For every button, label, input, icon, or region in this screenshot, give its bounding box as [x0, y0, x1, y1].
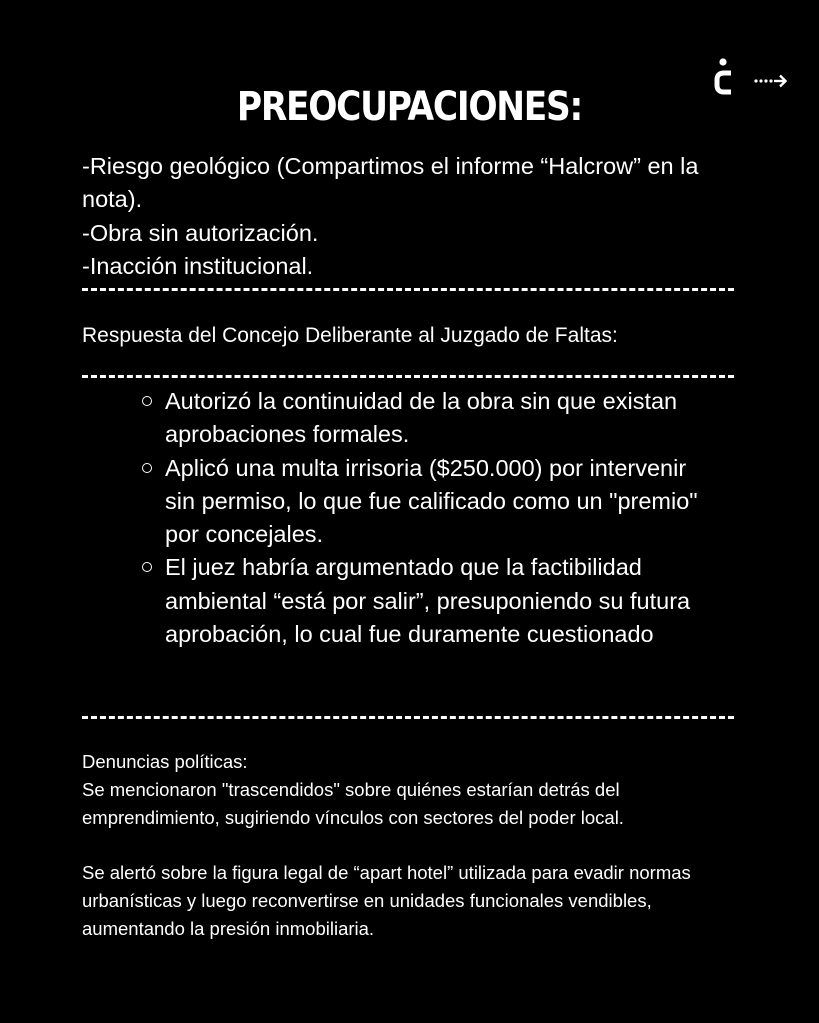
alerta-paragraph: Se alertó sobre la figura legal de “apart hotel” utilizada para evadir normas urbanísticas y luego reconvertirse en unidades funcionales vendibles, aumentando la presión inmobiliaria.	[82, 862, 691, 939]
dashed-divider	[82, 288, 734, 291]
hollow-circle-bullet-icon	[142, 562, 152, 572]
response-item-text: El juez habría argumentado que la factibilidad ambiental “está por salir”, presuponiendo su futura aprobación, lo cual fue duramente cuestionado	[165, 554, 691, 648]
hollow-circle-bullet-icon	[142, 463, 152, 473]
concerns-list	[82, 150, 742, 283]
denuncias-text: Se mencionaron "trascendidos" sobre quiénes estarían detrás del emprendimiento, sugiriendo vínculos con sectores del poder local.	[82, 779, 624, 828]
hollow-circle-bullet-icon	[142, 396, 152, 406]
dashed-divider	[82, 716, 734, 719]
response-item	[140, 385, 720, 452]
response-item-text: Aplicó una multa irrisoria ($250.000) por intervenir sin permiso, lo que fue calificado como un "premio" por concejales.	[165, 454, 698, 548]
concern-item: -Inacción institucional.	[82, 252, 314, 279]
response-item-text: Autorizó la continuidad de la obra sin que existan aprobaciones formales.	[165, 388, 678, 448]
concern-item: -Riesgo geológico (Compartimos el informe “Halcrow” en la nota).	[82, 153, 699, 213]
response-item	[140, 551, 720, 651]
response-item	[140, 452, 720, 552]
dashed-divider	[82, 375, 734, 378]
denuncias-heading: Denuncias políticas:	[82, 751, 248, 772]
page-title: PREOCUPACIONES:	[236, 84, 582, 130]
concern-item: -Obra sin autorización.	[82, 219, 319, 246]
response-heading: Respuesta del Concejo Deliberante al Juzgado de Faltas:	[82, 324, 618, 347]
denuncias-section	[82, 748, 752, 832]
response-list	[140, 385, 720, 651]
